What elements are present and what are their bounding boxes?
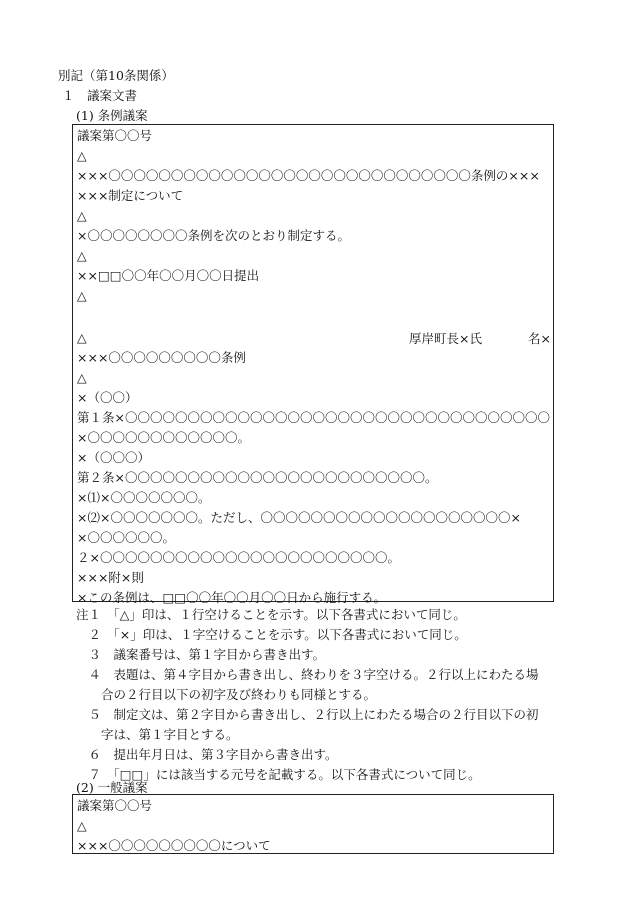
signature-name: 名×: [528, 331, 551, 346]
title-line-2: ×××制定について: [77, 188, 184, 203]
note-5-line-2: 字は、第１字目とする。: [76, 727, 239, 742]
note-7: ７ 「□□」には該当する元号を記載する。以下各書式について同じ。: [76, 767, 481, 782]
paragraph-2-line: ２×〇〇〇〇〇〇〇〇〇〇〇〇〇〇〇〇〇〇〇〇〇〇〇。: [77, 550, 400, 565]
blank-marker-line: △: [77, 288, 87, 303]
enactment-line: ×〇〇〇〇〇〇〇〇条例を次のとおり制定する。: [77, 228, 350, 243]
ordinance-title-line: ×××〇〇〇〇〇〇〇〇〇条例: [77, 350, 246, 365]
blank-marker-line: △: [77, 330, 87, 345]
title-line-1: ×××〇〇〇〇〇〇〇〇〇〇〇〇〇〇〇〇〇〇〇〇〇〇〇〇〇〇〇〇〇条例の×××: [77, 168, 540, 183]
effective-date-line: ×この条例は、□□〇〇年〇〇月〇〇日から施行する。: [77, 590, 387, 605]
general-bill-template-box: [72, 794, 554, 854]
bill-number-line: 議案第〇〇号: [77, 798, 153, 813]
note-3: ３ 議案番号は、第１字目から書き出す。: [76, 647, 326, 662]
note-2: ２ 「×」印は、１字空けることを示す。以下各書式において同じ。: [76, 627, 467, 642]
note-4-line-1: ４ 表題は、第４字目から書き出し、終わりを３字空ける。２行以上にわたる場: [76, 667, 539, 682]
article-1-line-2: ×〇〇〇〇〇〇〇〇〇〇〇〇。: [77, 430, 250, 445]
note-1: 注１ 「△」印は、１行空けることを示す。以下各書式において同じ。: [76, 607, 466, 622]
blank-marker-line: △: [77, 208, 87, 223]
article-caption: ×（〇〇）: [77, 390, 138, 405]
submission-date-line: ××□□〇〇年〇〇月〇〇日提出: [77, 268, 260, 283]
subsection-2-title: (2) 一般議案: [76, 780, 148, 795]
bill-number-line: 議案第〇〇号: [77, 128, 153, 143]
article-1-line-1: 第１条×〇〇〇〇〇〇〇〇〇〇〇〇〇〇〇〇〇〇〇〇〇〇〇〇〇〇〇〇〇〇〇〇〇〇: [77, 410, 550, 425]
subsection-1-title: (1) 条例議案: [76, 108, 148, 123]
supplementary-heading: ×××附×則: [77, 570, 144, 585]
note-6: ６ 提出年月日は、第３字目から書き出す。: [76, 747, 338, 762]
blank-marker-line: △: [77, 248, 87, 263]
article-2-line: 第２条×〇〇〇〇〇〇〇〇〇〇〇〇〇〇〇〇〇〇〇〇〇〇〇〇。: [77, 470, 438, 485]
section-1-title: １ 議案文書: [62, 88, 138, 103]
signature-line: [73, 306, 553, 346]
item-2-line-1: ×⑵×〇〇〇〇〇〇〇。ただし、〇〇〇〇〇〇〇〇〇〇〇〇〇〇〇〇〇〇〇〇×: [77, 510, 521, 525]
blank-marker-line: △: [77, 148, 87, 163]
item-1-line: ×⑴×〇〇〇〇〇〇〇。: [77, 490, 211, 505]
note-5-line-1: ５ 制定文は、第２字目から書き出し、２行以上にわたる場合の２行目以下の初: [76, 707, 539, 722]
ordinance-bill-template-box: [72, 124, 554, 605]
blank-marker-line: △: [77, 818, 87, 833]
article-caption: ×（〇〇〇）: [77, 450, 150, 465]
signature-title: 厚岸町長×氏: [409, 331, 483, 346]
item-2-line-2: ×〇〇〇〇〇〇。: [77, 530, 175, 545]
bill-title-line: ×××〇〇〇〇〇〇〇〇〇について: [77, 838, 271, 853]
note-4-line-2: 合の２行目以下の初字及び終わりも同様とする。: [76, 687, 377, 702]
section-heading: 別記（第10条関係）: [58, 68, 174, 83]
blank-marker-line: △: [77, 370, 87, 385]
